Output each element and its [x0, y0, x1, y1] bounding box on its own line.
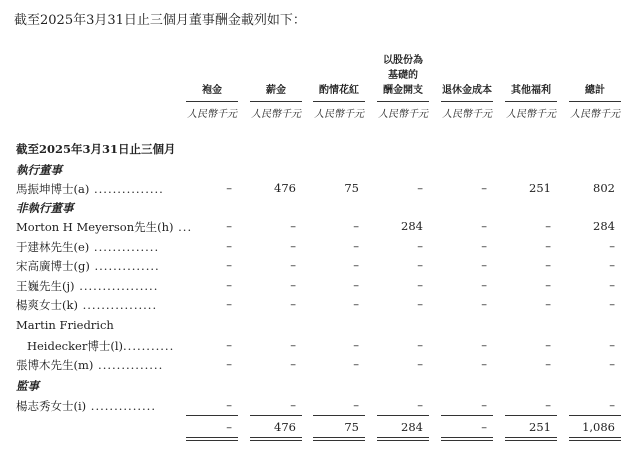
row-label [16, 219, 192, 235]
column-header: 酬金開支 [383, 85, 423, 96]
header-rule [250, 101, 302, 102]
table-cell: – [481, 219, 487, 233]
column-unit: 人民幣千元 [314, 109, 364, 120]
total-rule-top [569, 415, 621, 416]
header-rule [186, 101, 238, 102]
table-cell: – [290, 219, 296, 233]
row-label-text: 截至2025年3月31日止三個月 [16, 142, 176, 156]
row-label-text: Martin Friedrich [16, 318, 114, 332]
column-header: 總計 [585, 85, 605, 96]
table-cell: – [353, 258, 359, 272]
table-cell: – [290, 357, 296, 371]
total-rule-bottom-1 [250, 437, 302, 438]
leader-dots: ... [173, 220, 193, 234]
row-label [16, 378, 39, 394]
table-cell: – [545, 357, 551, 371]
total-rule-bottom-1 [505, 437, 557, 438]
total-rule-bottom-2 [569, 440, 621, 441]
total-rule-bottom-2 [441, 440, 493, 441]
table-cell: – [226, 338, 232, 352]
total-cell: 75 [344, 420, 359, 434]
table-cell: – [417, 278, 423, 292]
table-cell: – [417, 338, 423, 352]
table-cell: – [417, 398, 423, 412]
table-cell: – [609, 297, 615, 311]
row-label [16, 357, 163, 373]
row-label [16, 398, 156, 414]
row-label-text: Morton H Meyerson先生(h) [16, 220, 174, 234]
row-label [16, 278, 158, 294]
table-cell: – [481, 338, 487, 352]
table-cell: – [353, 338, 359, 352]
column-header: 其他福利 [511, 85, 551, 96]
header-rule [313, 101, 365, 102]
table-cell: – [290, 239, 296, 253]
leader-dots: .............. [89, 240, 160, 254]
column-header: 袍金 [202, 85, 222, 96]
header-rule [505, 101, 557, 102]
table-cell: – [545, 219, 551, 233]
column-unit: 人民幣千元 [442, 109, 492, 120]
table-cell: – [290, 338, 296, 352]
table-cell: – [545, 398, 551, 412]
table-cell: – [481, 398, 487, 412]
leader-dots: ................ [77, 298, 158, 312]
total-rule-bottom-1 [569, 437, 621, 438]
row-label-text: 馬振坤博士(a) [16, 182, 90, 196]
row-label [16, 162, 62, 178]
table-cell: – [417, 239, 423, 253]
table-cell: – [226, 278, 232, 292]
table-cell: – [353, 239, 359, 253]
table-cell: – [609, 338, 615, 352]
total-rule-bottom-1 [441, 437, 493, 438]
table-cell: 284 [401, 219, 423, 233]
row-label-text: 執行董事 [16, 163, 62, 177]
row-label-text: 監事 [16, 379, 39, 393]
table-cell: – [226, 181, 232, 195]
total-rule-top [186, 415, 238, 416]
table-cell: – [226, 398, 232, 412]
table-cell: – [353, 278, 359, 292]
row-label [16, 258, 160, 274]
table-cell: – [545, 297, 551, 311]
table-cell: – [353, 297, 359, 311]
leader-dots: ............... [89, 182, 164, 196]
row-label-text: Heidecker博士(l) [16, 339, 124, 353]
table-cell: – [609, 258, 615, 272]
table-cell: – [609, 398, 615, 412]
row-label [16, 297, 157, 313]
header-rule [377, 101, 429, 102]
header-rule [441, 101, 493, 102]
row-label-text: 楊志秀女士(i) [16, 399, 87, 413]
table-cell: – [481, 258, 487, 272]
row-label-text: 楊爽女士(k) [16, 298, 78, 312]
total-rule-top [441, 415, 493, 416]
column-header: 退休金成本 [442, 85, 492, 96]
table-cell: – [609, 357, 615, 371]
table-cell: – [226, 239, 232, 253]
table-cell: – [481, 181, 487, 195]
row-label-text: 非執行董事 [16, 201, 74, 215]
table-cell: – [417, 258, 423, 272]
total-rule-bottom-2 [186, 440, 238, 441]
table-cell: 251 [529, 181, 551, 195]
table-cell: – [226, 219, 232, 233]
total-rule-top [377, 415, 429, 416]
table-cell: – [353, 398, 359, 412]
intro-text: 截至2025年3月31日止三個月董事酬金載列如下： [14, 13, 306, 28]
total-cell: 251 [529, 420, 551, 434]
leader-dots: .............. [86, 399, 156, 413]
leader-dots: ........... [123, 339, 175, 353]
leader-dots: .............. [93, 358, 164, 372]
total-rule-bottom-1 [313, 437, 365, 438]
row-label [16, 141, 176, 157]
table-cell: 802 [593, 181, 615, 195]
table-cell: – [545, 239, 551, 253]
table-cell: – [417, 357, 423, 371]
total-rule-bottom-2 [250, 440, 302, 441]
table-cell: 476 [274, 181, 296, 195]
column-unit: 人民幣千元 [378, 109, 428, 120]
column-unit: 人民幣千元 [570, 109, 620, 120]
table-cell: – [545, 338, 551, 352]
table-cell: 75 [344, 181, 359, 195]
table-cell: – [481, 278, 487, 292]
table-cell: – [417, 181, 423, 195]
leader-dots: ................. [74, 279, 159, 293]
total-cell: 1,086 [582, 420, 615, 434]
table-cell: – [417, 297, 423, 311]
row-label-text: 張博木先生(m) [16, 358, 94, 372]
row-label [16, 338, 174, 354]
table-cell: – [290, 258, 296, 272]
table-cell: – [353, 219, 359, 233]
table-cell: – [226, 357, 232, 371]
row-label [16, 200, 74, 216]
row-label-text: 王巍先生(j) [16, 279, 75, 293]
table-cell: – [353, 357, 359, 371]
column-header: 薪金 [266, 85, 286, 96]
row-label [16, 239, 159, 255]
table-cell: – [290, 297, 296, 311]
total-rule-bottom-2 [313, 440, 365, 441]
column-unit: 人民幣千元 [506, 109, 556, 120]
column-header: 酌情花紅 [319, 85, 359, 96]
table-cell: – [545, 278, 551, 292]
table-cell: – [290, 278, 296, 292]
total-rule-bottom-2 [377, 440, 429, 441]
total-rule-top [505, 415, 557, 416]
total-cell: – [481, 420, 487, 434]
row-label [16, 318, 114, 332]
total-cell: – [226, 420, 232, 434]
total-rule-top [313, 415, 365, 416]
row-label [16, 181, 164, 197]
table-cell: – [481, 297, 487, 311]
table-cell: – [609, 278, 615, 292]
total-rule-bottom-1 [377, 437, 429, 438]
table-cell: – [481, 357, 487, 371]
table-cell: – [226, 297, 232, 311]
total-rule-top [250, 415, 302, 416]
row-label-text: 于建林先生(e) [16, 240, 90, 254]
table-cell: – [290, 398, 296, 412]
table-cell: 284 [593, 219, 615, 233]
table-cell: – [609, 239, 615, 253]
total-rule-bottom-1 [186, 437, 238, 438]
column-header: 以股份為 [383, 55, 423, 66]
table-cell: – [481, 239, 487, 253]
column-header: 基礎的 [388, 70, 418, 81]
column-unit: 人民幣千元 [251, 109, 301, 120]
total-cell: 476 [274, 420, 296, 434]
table-cell: – [545, 258, 551, 272]
table-cell: – [226, 258, 232, 272]
total-cell: 284 [401, 420, 423, 434]
total-rule-bottom-2 [505, 440, 557, 441]
column-unit: 人民幣千元 [187, 109, 237, 120]
row-label-text: 宋高廣博士(g) [16, 259, 90, 273]
leader-dots: .............. [89, 259, 160, 273]
header-rule [569, 101, 621, 102]
